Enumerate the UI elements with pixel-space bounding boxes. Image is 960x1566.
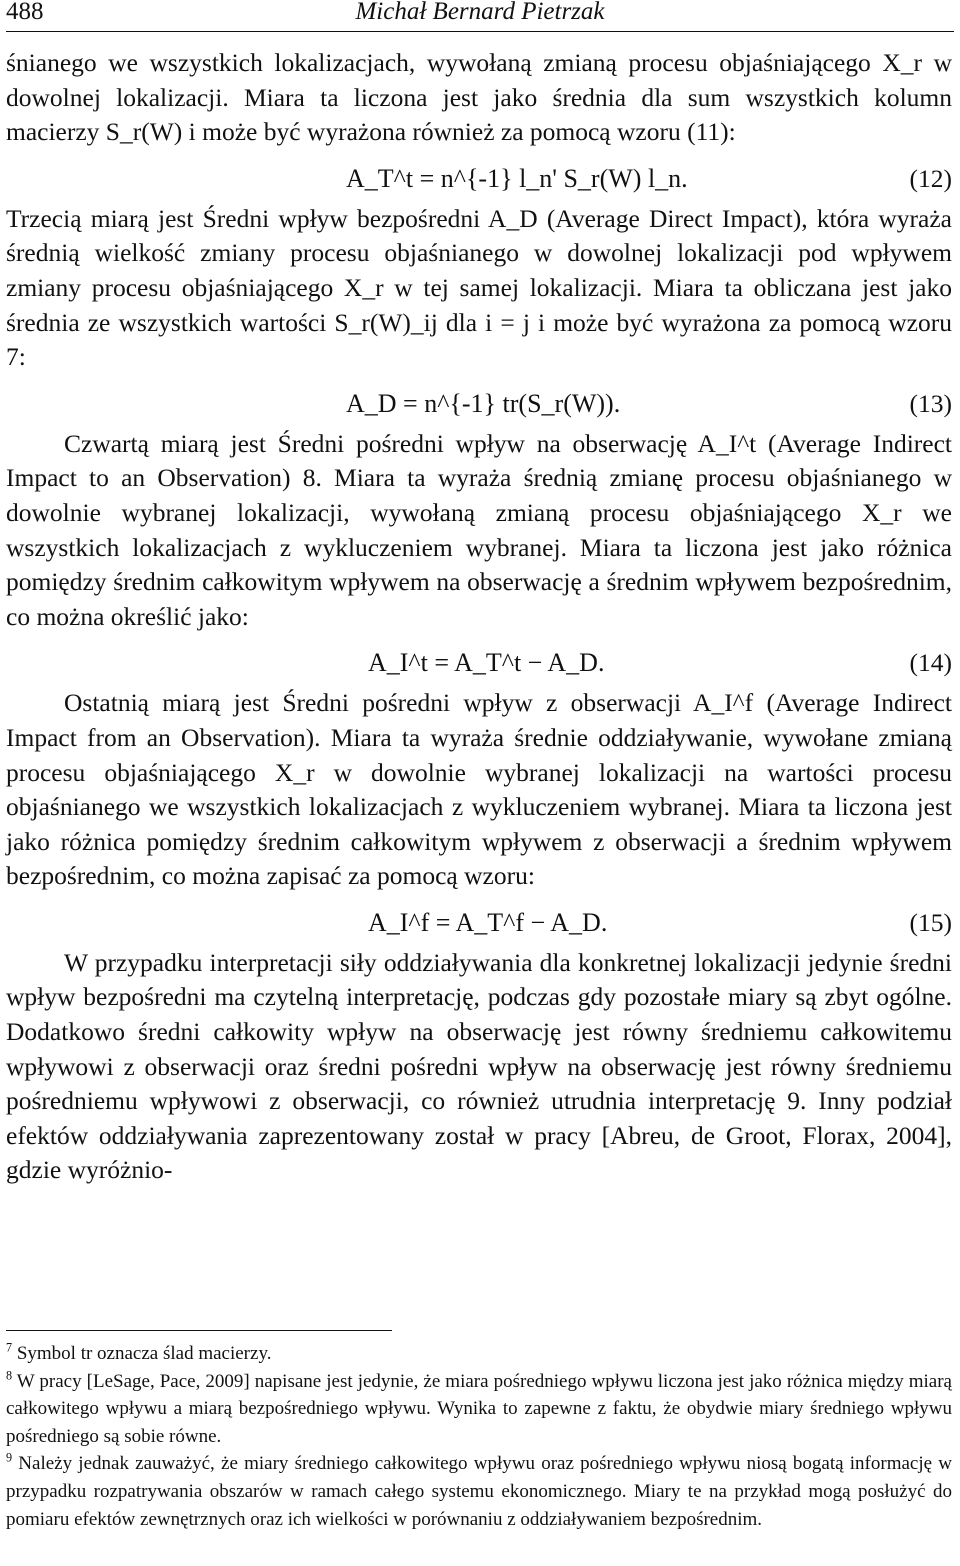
paragraph-5: W przypadku interpretacji siły oddziaływania dla konkretnej lokalizacji jedynie średni wpływ bezpośredni ma czytelną interpretację, podczas gdy pozostałe miary są zbyt ogólne. Dodatkowo średni całkowity wpływ na obserwację jest równy średniemu całkowitemu wpływowi z obserwacji oraz średni pośredni wpływ na obserwację jest równy średniemu pośredniemu wpływowi z obserwacji, co również utrudnia interpretację 9. Inny podział efektów oddziaływania zaprezentowany został w pracy [Abreu, de Groot, Florax, 2004], gdzie wyróżnio- [6,947,952,1185]
equation-14-formula: A_I^t = A_T^t − A_D. [368,648,605,678]
equation-15-formula: A_I^f = A_T^f − A_D. [368,907,608,937]
footnote-text: W pracy [LeSage, Pace, 2009] napisane jest jedynie, że miara pośredniego wpływu liczona jest jako różnica między miarą całkowitego wpływu a miarą bezpośredniego wpływu. Wynika to zapewne z faktu, że obydwie miary średniego wpływu pośredniego są sobie równe. [6,1370,952,1447]
equation-12 [6,150,952,202]
page-header [6,0,954,30]
equation-13-number: (13) [909,388,952,418]
equation-13-formula: A_D = n^{-1} tr(S_r(W)). [346,388,621,418]
footnote-8 [6,1368,952,1451]
equation-12-number: (12) [909,163,952,193]
footnote-7 [6,1340,952,1368]
footnote-text: Symbol tr oznacza ślad macierzy. [16,1343,272,1364]
page-number: 488 [6,0,44,25]
equation-15 [6,894,952,946]
footnotes [6,1340,952,1533]
equation-12-formula: A_T^t = n^{-1} l_n' S_r(W) l_n. [346,163,688,193]
footnote-text: Należy jednak zauważyć, że miary średniego całkowitego wpływu oraz pośredniego wpływu niosą bogatą informację w przypadku rozpatrywania obszarów w ramach całego systemu ekonomicznego. Miary te na przykład mogą posłużyć do pomiaru efektów zewnętrznych oraz ich wielkości w porównaniu z oddziaływaniem bezpośrednim. [6,1453,952,1530]
paragraph-1: śnianego we wszystkich lokalizacjach, wywołaną zmianą procesu objaśniającego X_r w dowolnej lokalizacji. Miara ta liczona jest jako średnia dla sum wszystkich kolumn macierzy S_r(W) i może być wyrażona również za pomocą wzoru (11): [6,48,952,147]
footnote-number: 7 [6,1340,13,1355]
equation-14-number: (14) [909,648,952,678]
equation-15-number: (15) [909,907,952,937]
main-text [6,46,952,1188]
footnote-number: 9 [6,1451,13,1466]
equation-13 [6,375,952,427]
footnote-rule [6,1330,392,1331]
equation-14 [6,634,952,686]
footnote-9 [6,1450,952,1533]
header-rule [6,31,954,32]
paragraph-3: Czwartą miarą jest Średni pośredni wpływ na obserwację A_I^t (Average Indirect Impact to an Observation) 8. Miara ta wyraża średnią zmianę procesu objaśnianego w dowolnie wybranej lokalizacji, wywołaną zmianą procesu objaśniającego X_r we wszystkich lokalizacjach z wykluczeniem wybranej. Miara ta liczona jest jako różnica pomiędzy średnim całkowitym wpływem na obserwację a średnim wpływem bezpośrednim, co można określić jako: [6,428,952,631]
footnote-number: 8 [6,1368,13,1383]
paragraph-2: Trzecią miarą jest Średni wpływ bezpośredni A_D (Average Direct Impact), która wyraża średnią wielkość zmiany procesu objaśnianego w dowolnej lokalizacji pod wpływem zmiany procesu objaśniającego X_r w tej samej lokalizacji. Miara ta obliczana jest jako średnia ze wszystkich wartości S_r(W)_ij dla i = j i może być wyrażona za pomocą wzoru 7: [6,203,952,372]
paragraph-4: Ostatnią miarą jest Średni pośredni wpływ z obserwacji A_I^f (Average Indirect Impact from an Observation). Miara ta wyraża średnie oddziaływanie, wywołane zmianą procesu objaśniającego X_r w dowolnie wybranej lokalizacji na wartości procesu objaśnianego we wszystkich lokalizacjach z wykluczeniem wybranej. Miara ta liczona jest jako różnica pomiędzy średnim całkowitym wpływem z obserwacji a średnim wpływem bezpośrednim, co można zapisać za pomocą wzoru: [6,688,952,891]
running-title: Michał Bernard Pietrzak [355,0,605,25]
